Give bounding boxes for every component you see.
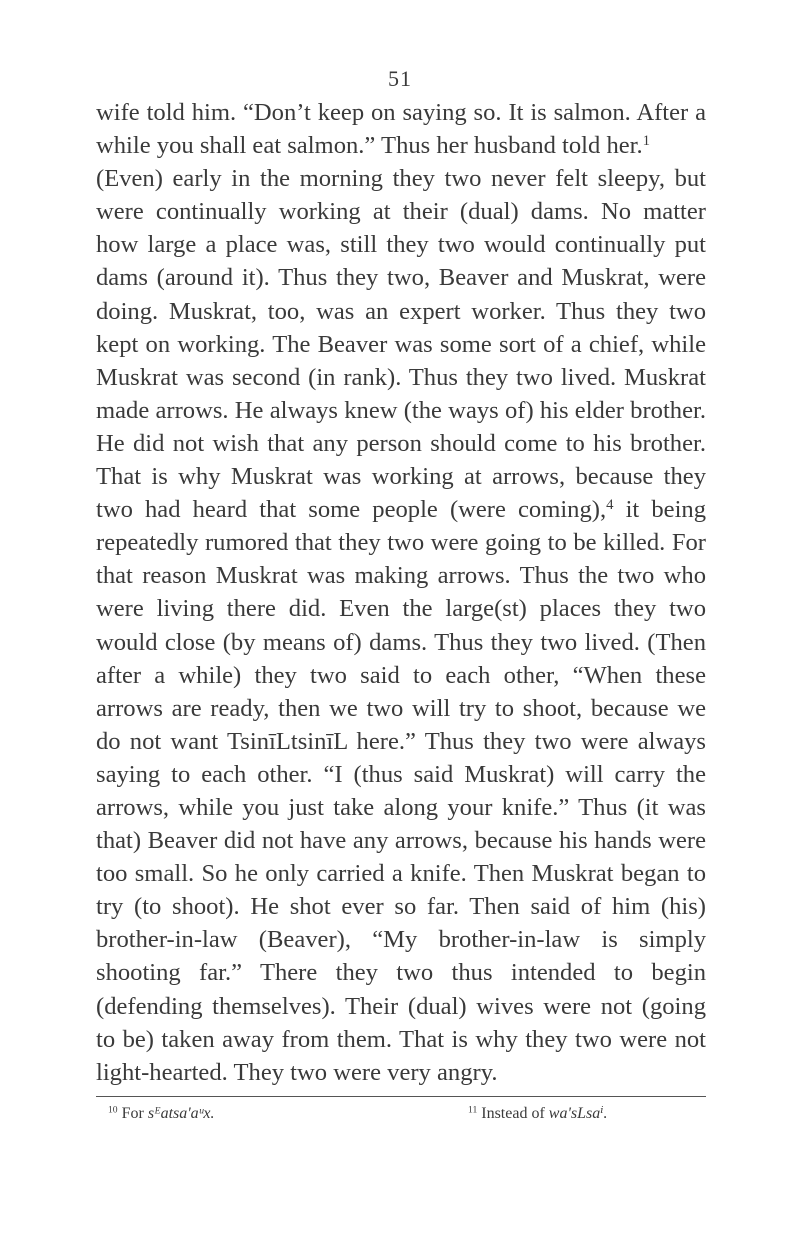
paragraph-2-text-b: it being repeatedly rumored that they two were going to be killed. For that reason Muskrat was making arrows. Thus the two who were living there did. Even the large(st) places they two would close (by means of) dams. Thus they two lived. (Then after a while) they two said to each other, “When these arrows are ready, then we two will try to shoot, because we do not want xyxy=(96,496,706,755)
footnote-term: wa'sLsaⁱ. xyxy=(548,1105,608,1122)
paragraph-2-text-a: (Even) early in the morning they two never felt sleepy, but were continually working at their (dual) dams. No matter how large a place was, still they two would continually put dams (around it). Thus they two, Beaver and Muskrat, were doing. Muskrat, too, was an expert worker. Thus they two kept on working. The Beaver was some sort of a chief, while Muskrat was second (in rank). Thus they two lived. Muskrat made arrows. He always knew (the ways of) his elder brother. He did not wish that any person should come to his brother. That is why Muskrat was working at arrows, because they two had heard that some people (were coming), xyxy=(96,165,706,524)
footnote-10 xyxy=(108,1104,214,1124)
footnote-divider xyxy=(96,1096,706,1097)
footnote-ref-1: 1 xyxy=(642,132,651,149)
paragraph-1-text: wife told him. “Don’t keep on saying so. It is salmon. After a while you shall eat salmon.” Thus her husband told her. xyxy=(96,99,706,160)
footnote-number: 10 xyxy=(108,1104,118,1116)
footnote-ref-4: 4 xyxy=(606,497,614,514)
footnote-11 xyxy=(468,1104,607,1124)
footnote-lead: Instead of xyxy=(481,1105,549,1122)
body-text xyxy=(96,96,706,1089)
native-name: TsinīLtsinīL xyxy=(227,727,348,755)
footnote-number: 11 xyxy=(468,1104,478,1116)
footnote-term: sᴱatsa'aᵘx. xyxy=(147,1105,215,1122)
paragraph-2 xyxy=(96,162,706,1089)
page-number: 51 xyxy=(388,66,412,91)
paragraph-1 xyxy=(96,96,706,162)
footnote-lead: For xyxy=(121,1105,148,1122)
paragraph-2-text-c: here.” Thus they two were always saying to each other. “I (thus said Muskrat) will carry the arrows, while you just take along your knife.” Thus (it was that) Beaver did not have any arrows, because his hands were too small. So he only carried a knife. Then Muskrat began to try (to shoot). He shot ever so far. Then said of him (his) brother-in-law (Beaver), “My brother-in-law is simply shooting far.” There they two thus intended to begin (defending themselves). Their (dual) wives were not (going to be) taken away from them. That is why they two were not light-hearted. They two were very angry. xyxy=(96,727,707,1086)
